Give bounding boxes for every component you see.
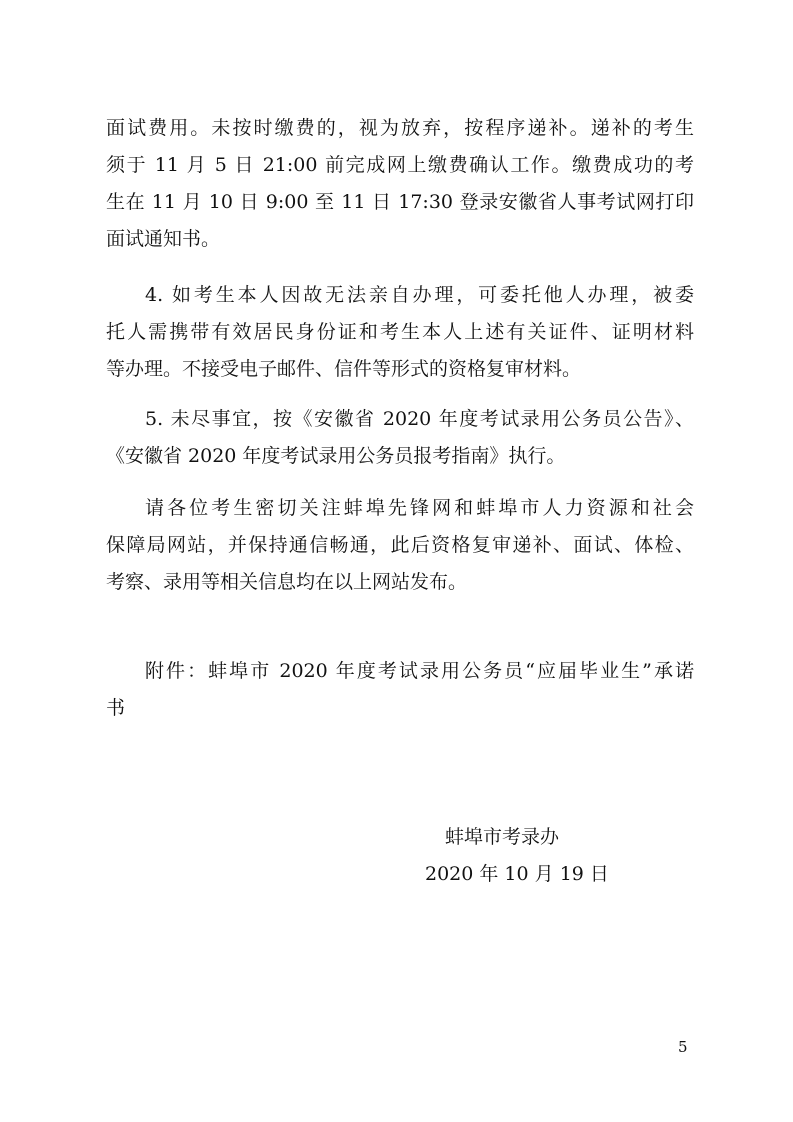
page-number: 5 xyxy=(678,1038,688,1056)
text-line: 考察、录用等相关信息均在以上网站发布。 xyxy=(106,571,468,593)
text-line: 请各位考生密切关注蚌埠先锋网和蚌埠市人力资源和社会 xyxy=(145,497,694,519)
text-line: 附件：蚌埠市 2020 年度考试录用公务员“应届毕业生”承诺 xyxy=(145,660,694,682)
text-line: 须于 11 月 5 日 21:00 前完成网上缴费确认工作。缴费成功的考 xyxy=(106,154,694,176)
text-line: 5. 未尽事宜，按《安徽省 2020 年度考试录用公务员公告》、 xyxy=(145,408,694,430)
text-line: 生在 11 月 10 日 9:00 至 11 日 17:30 登录安徽省人事考试网打印 xyxy=(106,191,694,213)
signature-org: 蚌埠市考录办 xyxy=(445,826,560,848)
text-line: 4. 如考生本人因故无法亲自办理，可委托他人办理，被委 xyxy=(145,284,694,306)
text-line: 托人需携带有效居民身份证和考生本人上述有关证件、证明材料 xyxy=(106,321,694,343)
signature-date: 2020 年 10 月 19 日 xyxy=(425,863,609,885)
text-line: 《安徽省 2020 年度考试录用公务员报考指南》执行。 xyxy=(106,445,566,467)
text-line: 保障局网站，并保持通信畅通，此后资格复审递补、面试、体检、 xyxy=(106,534,694,556)
text-line: 书 xyxy=(106,697,126,719)
text-line: 面试通知书。 xyxy=(106,228,221,250)
text-line: 等办理。不接受电子邮件、信件等形式的资格复审材料。 xyxy=(106,358,582,380)
text-line: 面试费用。未按时缴费的，视为放弃，按程序递补。递补的考生 xyxy=(106,117,694,139)
